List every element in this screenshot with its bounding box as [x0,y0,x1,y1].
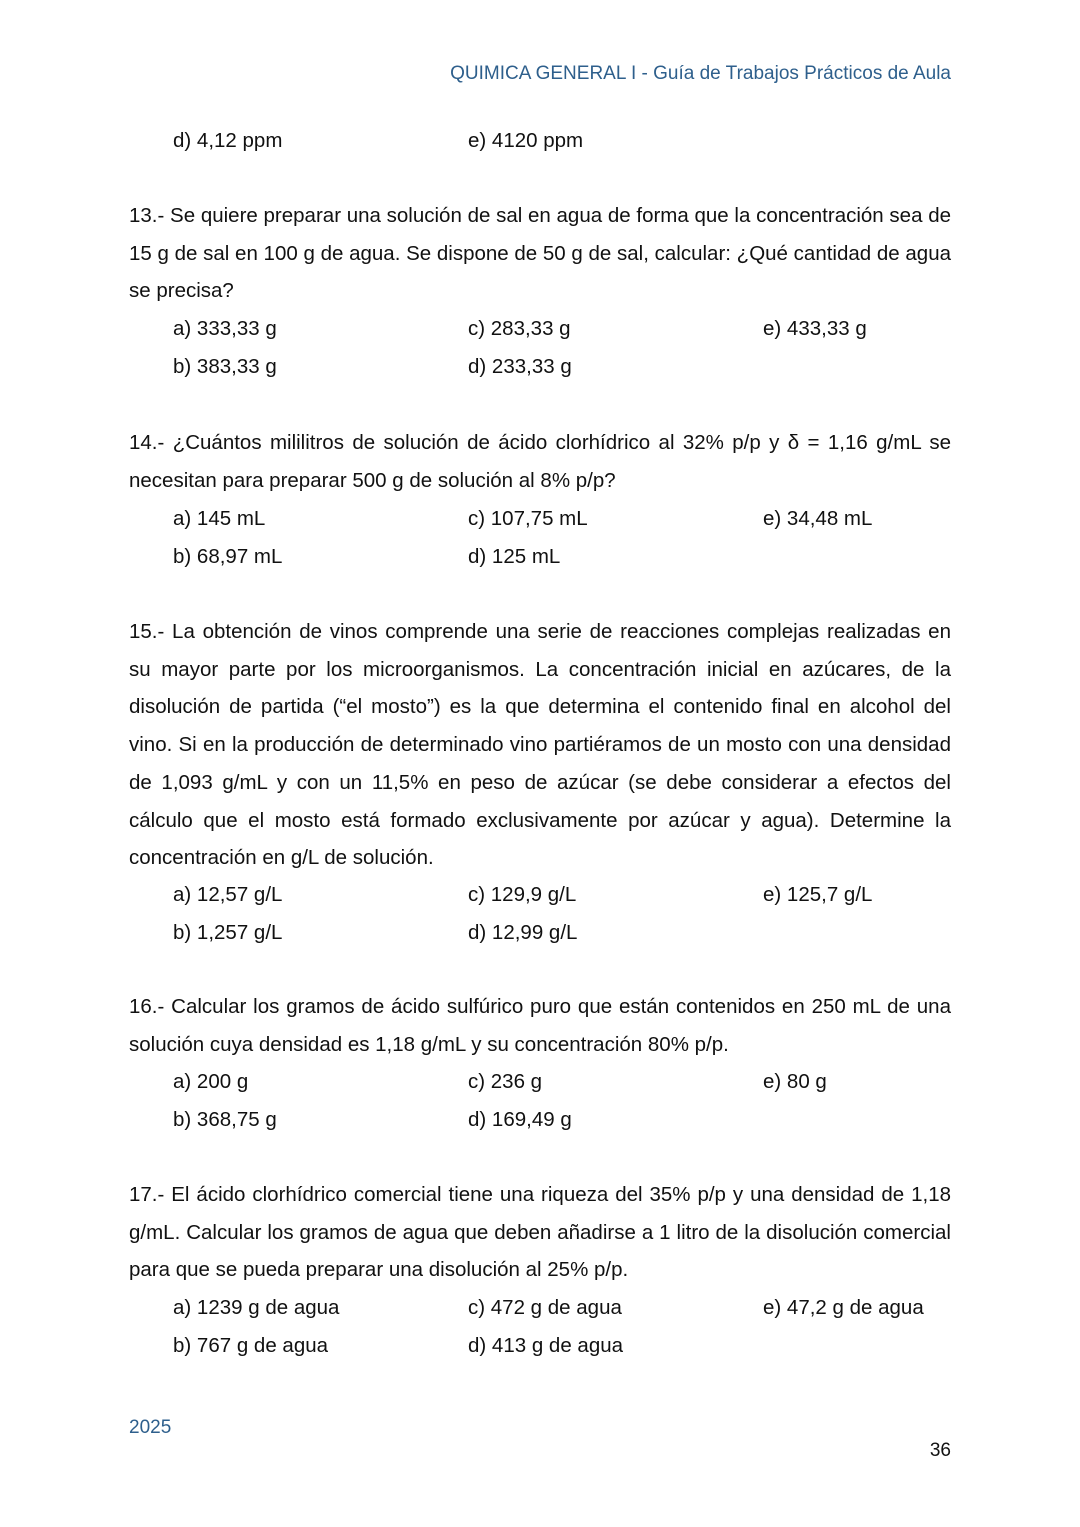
question-13 [129,197,951,310]
option-a: a) 333,33 g [173,317,277,340]
option-e: e) 125,7 g/L [763,883,873,906]
option-c: c) 472 g de agua [468,1296,622,1319]
option-d: d) 233,33 g [468,355,572,378]
option-c: c) 236 g [468,1070,543,1093]
option-d: d) 125 mL [468,545,561,568]
option-e: e) 34,48 mL [763,507,873,530]
option-d: d) 413 g de agua [468,1334,624,1357]
question-15-stem: 15.- La obtención de vinos comprende una serie de reacciones complejas realizadas en su mayor parte por los microorganismos. La concentración inicial en azúcares, de la disolución de partida (“el mosto”) es la que determina el contenido final en alcohol del vino. Si en la producción de determinado vino partiéramos de un mosto con una densidad de 1,093 g/mL y con un 11,5% en peso de azúcar (se debe considerar a efectos del cálculo que el mosto está formado exclusivamente por azúcar y agua). Determine la concentración en g/L de solución. [129,620,951,870]
question-14 [129,424,951,499]
option-b: b) 383,33 g [173,355,277,378]
option-a: a) 200 g [173,1070,249,1093]
option-b: b) 1,257 g/L [173,921,283,944]
option-a: a) 12,57 g/L [173,883,283,906]
question-17-stem: 17.- El ácido clorhídrico comercial tiene una riqueza del 35% p/p y una densidad de 1,18 g/mL. Calcular los gramos de agua que deben añadirse a 1 litro de la disolución comercial para que se pueda preparar una disolución al 25% p/p. [129,1183,951,1282]
option-a: a) 1239 g de agua [173,1296,340,1319]
question-16 [129,988,951,1063]
option-a: a) 145 mL [173,507,266,530]
option-b: b) 767 g de agua [173,1334,329,1357]
option-c: c) 129,9 g/L [468,883,577,906]
option-c: c) 283,33 g [468,317,571,340]
option-e: e) 433,33 g [763,317,867,340]
option-d: d) 4,12 ppm [173,129,283,152]
option-e: e) 4120 ppm [468,129,584,152]
question-16-stem: 16.- Calcular los gramos de ácido sulfúrico puro que están contenidos en 250 mL de una solución cuya densidad es 1,18 g/mL y su concentración 80% p/p. [129,995,951,1056]
question-17 [129,1176,951,1289]
footer-year: 2025 [129,1417,172,1438]
page-number: 36 [929,1440,951,1461]
question-13-stem: 13.- Se quiere preparar una solución de sal en agua de forma que la concentración sea de 15 g de sal en 100 g de agua. Se dispone de 50 g de sal, calcular: ¿Qué cantidad de agua se precisa? [129,204,951,303]
option-e: e) 80 g [763,1070,827,1093]
option-d: d) 169,49 g [468,1108,572,1131]
page-header-title: QUIMICA GENERAL I - Guía de Trabajos Prácticos de Aula [450,63,951,84]
option-b: b) 68,97 mL [173,545,283,568]
question-15 [129,613,951,877]
option-c: c) 107,75 mL [468,507,588,530]
option-d: d) 12,99 g/L [468,921,578,944]
option-e: e) 47,2 g de agua [763,1296,924,1319]
option-b: b) 368,75 g [173,1108,277,1131]
question-14-stem: 14.- ¿Cuántos mililitros de solución de ácido clorhídrico al 32% p/p y δ = 1,16 g/mL se necesitan para preparar 500 g de solución al 8% p/p? [129,431,951,492]
